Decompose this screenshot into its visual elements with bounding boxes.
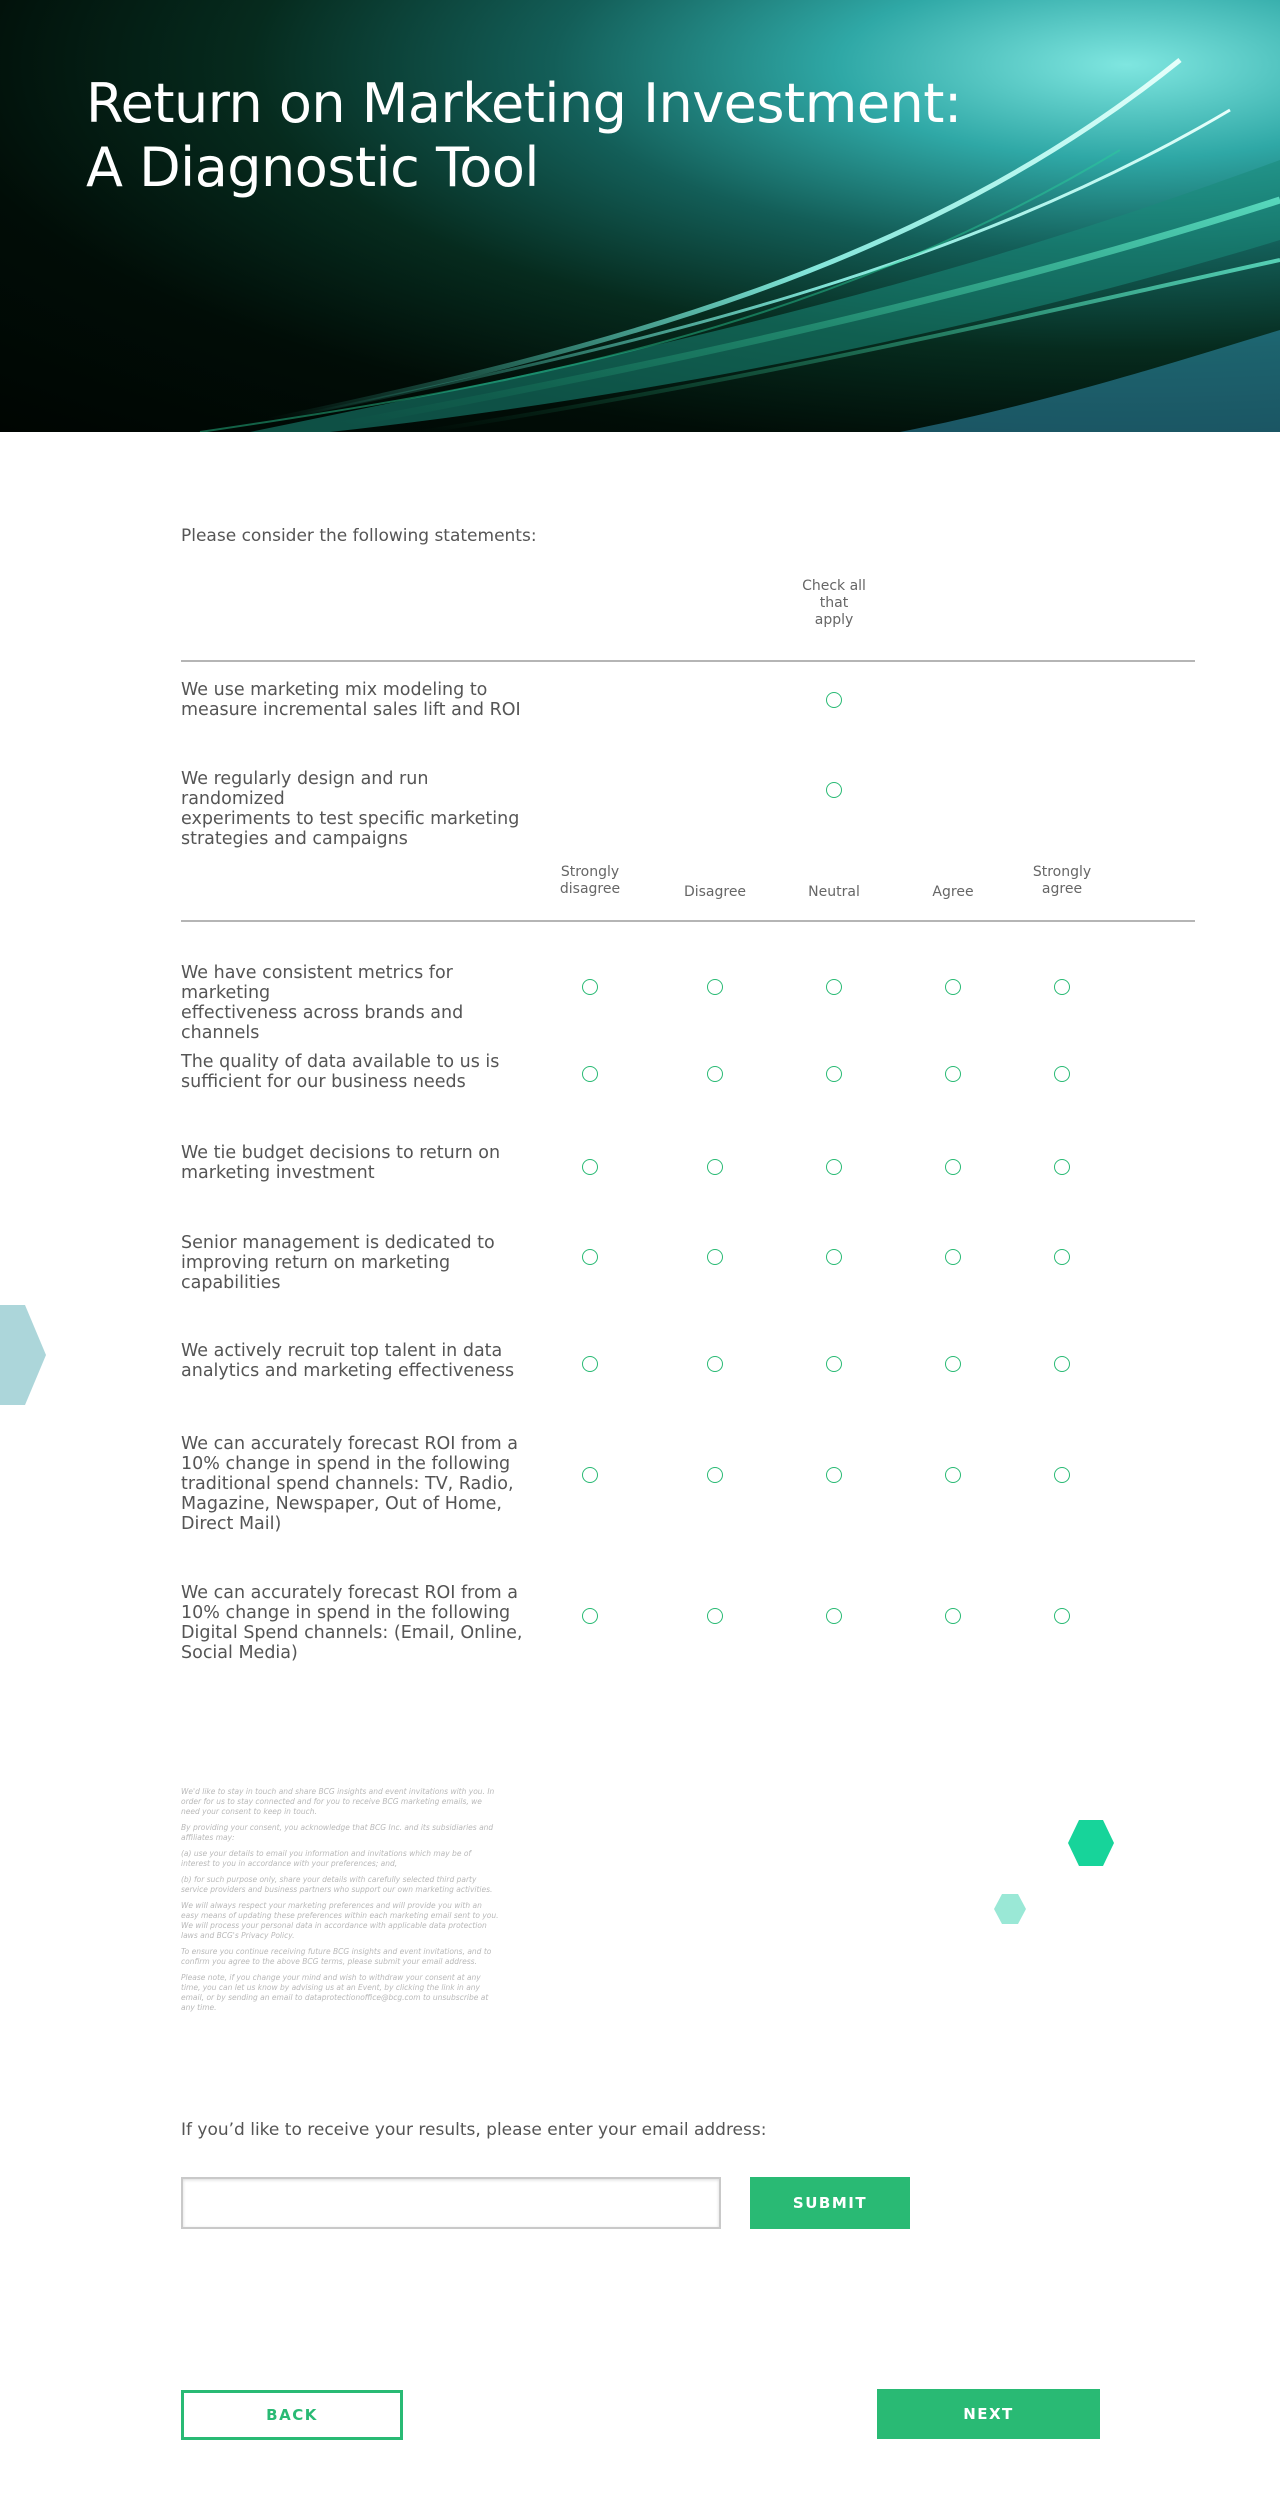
check-option-radio[interactable] [826,782,842,798]
scale-statement [181,1434,526,1534]
check-statement-line: strategies and campaigns [181,829,408,849]
disagree-header-line: Disagree [683,884,747,900]
check-statement-line: measure incremental sales lift and ROI [181,700,521,720]
scale-statement-line: We can accurately forecast ROI from a [181,1434,518,1454]
strongly-agree-header-line: agree [1041,881,1083,897]
check-option-radio[interactable] [826,692,842,708]
survey-intro: Please consider the following statements: [181,526,537,546]
strongly-disagree-radio[interactable] [582,1608,598,1624]
agree-radio[interactable] [945,1159,961,1175]
scale-statement-line: sufficient for our business needs [181,1072,466,1092]
strongly-disagree-header-line: Strongly [560,864,620,880]
scale-statement-line: Digital Spend channels: (Email, Online, [181,1623,523,1643]
neutral-radio[interactable] [826,1356,842,1372]
scale-statement-line: marketing investment [181,1163,375,1183]
strongly-agree-radio[interactable] [1054,1467,1070,1483]
disagree-radio[interactable] [707,1467,723,1483]
disagree-radio[interactable] [707,1159,723,1175]
scale-statement-line: Social Media) [181,1643,298,1663]
strongly-disagree-radio[interactable] [582,1159,598,1175]
scale-statement-line: traditional spend channels: TV, Radio, [181,1474,514,1494]
neutral-header-line: Neutral [808,884,860,900]
scale-statement [181,963,526,1043]
scale-statement [181,1341,526,1381]
strongly-agree-header [1012,864,1112,898]
agree-radio[interactable] [945,1066,961,1082]
page-title-line-1: Return on Marketing Investment: [86,72,962,135]
next-button[interactable]: NEXT [877,2389,1100,2439]
agree-radio[interactable] [945,1249,961,1265]
check-statement [181,680,526,720]
strongly-agree-radio[interactable] [1054,1159,1070,1175]
disagree-header [665,884,765,901]
scale-statement [181,1583,526,1663]
scale-statement-line: analytics and marketing effectiveness [181,1361,515,1381]
scale-statement-line: We actively recruit top talent in data [181,1341,503,1361]
disagree-radio[interactable] [707,979,723,995]
submit-button[interactable]: SUBMIT [750,2177,910,2229]
check-statement-line: We regularly design and run randomized [181,769,429,809]
decorative-hexagon-green [1067,1818,1115,1868]
strongly-agree-radio[interactable] [1054,979,1070,995]
disagree-radio[interactable] [707,1066,723,1082]
legal-paragraph: To ensure you continue receiving future BCG insights and event invitations, and to confirm you agree to the above BCG terms, please submit your email address. [181,1947,492,1966]
legal-paragraph: By providing your consent, you acknowledge that BCG Inc. and its subsidiaries and affiliates may: [181,1823,494,1842]
scale-statement [181,1052,526,1092]
scale-statement-line: We have consistent metrics for marketing [181,963,453,1003]
neutral-radio[interactable] [826,1249,842,1265]
scale-statement-line: 10% change in spend in the following [181,1603,511,1623]
scale-statement-line: capabilities [181,1273,281,1293]
strongly-agree-radio[interactable] [1054,1066,1070,1082]
neutral-header [784,884,884,901]
strongly-disagree-radio[interactable] [582,979,598,995]
scale-statement-line: improving return on marketing [181,1253,451,1273]
strongly-disagree-radio[interactable] [582,1066,598,1082]
scale-statement-line: 10% change in spend in the following [181,1454,511,1474]
legal-paragraph: We'd like to stay in touch and share BCG insights and event invitations with you. In order for us to stay connected and for you to receive BCG marketing emails, we need your consent to keep in touch. [181,1787,495,1816]
check-section-divider [181,660,1195,662]
agree-header-line: Agree [932,884,974,900]
scale-statement-line: effectiveness across brands and channels [181,1003,464,1043]
hero-background-graphic [0,0,1280,432]
scale-statement-line: The quality of data available to us is [181,1052,500,1072]
scale-statement-line: Magazine, Newspaper, Out of Home, [181,1494,502,1514]
page-title [86,72,986,200]
neutral-radio[interactable] [826,1467,842,1483]
check-all-header-line: apply [814,612,854,628]
agree-radio[interactable] [945,1356,961,1372]
strongly-disagree-radio[interactable] [582,1356,598,1372]
strongly-disagree-radio[interactable] [582,1467,598,1483]
scale-statement [181,1143,526,1183]
scale-statement-line: We tie budget decisions to return on [181,1143,501,1163]
disagree-radio[interactable] [707,1608,723,1624]
strongly-disagree-header [540,864,640,898]
legal-paragraph: (b) for such purpose only, share your details with carefully selected third party service providers and business partners who support our own marketing activities. [181,1875,493,1894]
scale-statement-line: Direct Mail) [181,1514,282,1534]
scale-section-divider [181,920,1195,922]
disagree-radio[interactable] [707,1249,723,1265]
agree-header [903,884,1003,901]
strongly-disagree-header-line: disagree [559,881,621,897]
legal-paragraph: (a) use your details to email you information and invitations which may be of interest to you in accordance with your preferences; and, [181,1849,472,1868]
check-all-header [784,578,884,629]
neutral-radio[interactable] [826,979,842,995]
agree-radio[interactable] [945,1608,961,1624]
strongly-agree-radio[interactable] [1054,1356,1070,1372]
strongly-agree-header-line: Strongly [1032,864,1092,880]
neutral-radio[interactable] [826,1066,842,1082]
decorative-hexagon-light-green [993,1892,1027,1926]
agree-radio[interactable] [945,1467,961,1483]
scale-statement-line: Senior management is dedicated to [181,1233,495,1253]
check-statement-line: experiments to test specific marketing [181,809,520,829]
check-all-header-line: Check all [802,578,866,594]
consent-legal-text [181,1787,501,2019]
scale-statement [181,1233,526,1293]
scale-statement-line: We can accurately forecast ROI from a [181,1583,518,1603]
neutral-radio[interactable] [826,1159,842,1175]
page-title-line-2: A Diagnostic Tool [86,136,539,199]
strongly-agree-radio[interactable] [1054,1608,1070,1624]
strongly-agree-radio[interactable] [1054,1249,1070,1265]
neutral-radio[interactable] [826,1608,842,1624]
check-statement-line: We use marketing mix modeling to [181,680,488,700]
legal-paragraph: Please note, if you change your mind and wish to withdraw your consent at any time, you can let us know by advising us at an Event, by clicking the link in any email, or by sending an email to dataprotectionoffice@bcg.com to unsubscribe at any time. [181,1973,489,2012]
email-prompt: If you’d like to receive your results, please enter your email address: [181,2120,767,2140]
agree-radio[interactable] [945,979,961,995]
disagree-radio[interactable] [707,1356,723,1372]
strongly-disagree-radio[interactable] [582,1249,598,1265]
legal-paragraph: We will always respect your marketing preferences and will provide you with an easy means of updating these preferences within each marketing email sent to you. We will process your personal data in accordance with applicable data protection laws and BCG's Privacy Policy. [181,1901,499,1940]
decorative-hexagon-left [0,1300,48,1410]
email-input[interactable] [181,2177,721,2229]
check-all-header-line: that [819,595,849,611]
hero-banner [0,0,1280,432]
check-statement [181,769,526,849]
back-button[interactable]: BACK [181,2390,403,2440]
